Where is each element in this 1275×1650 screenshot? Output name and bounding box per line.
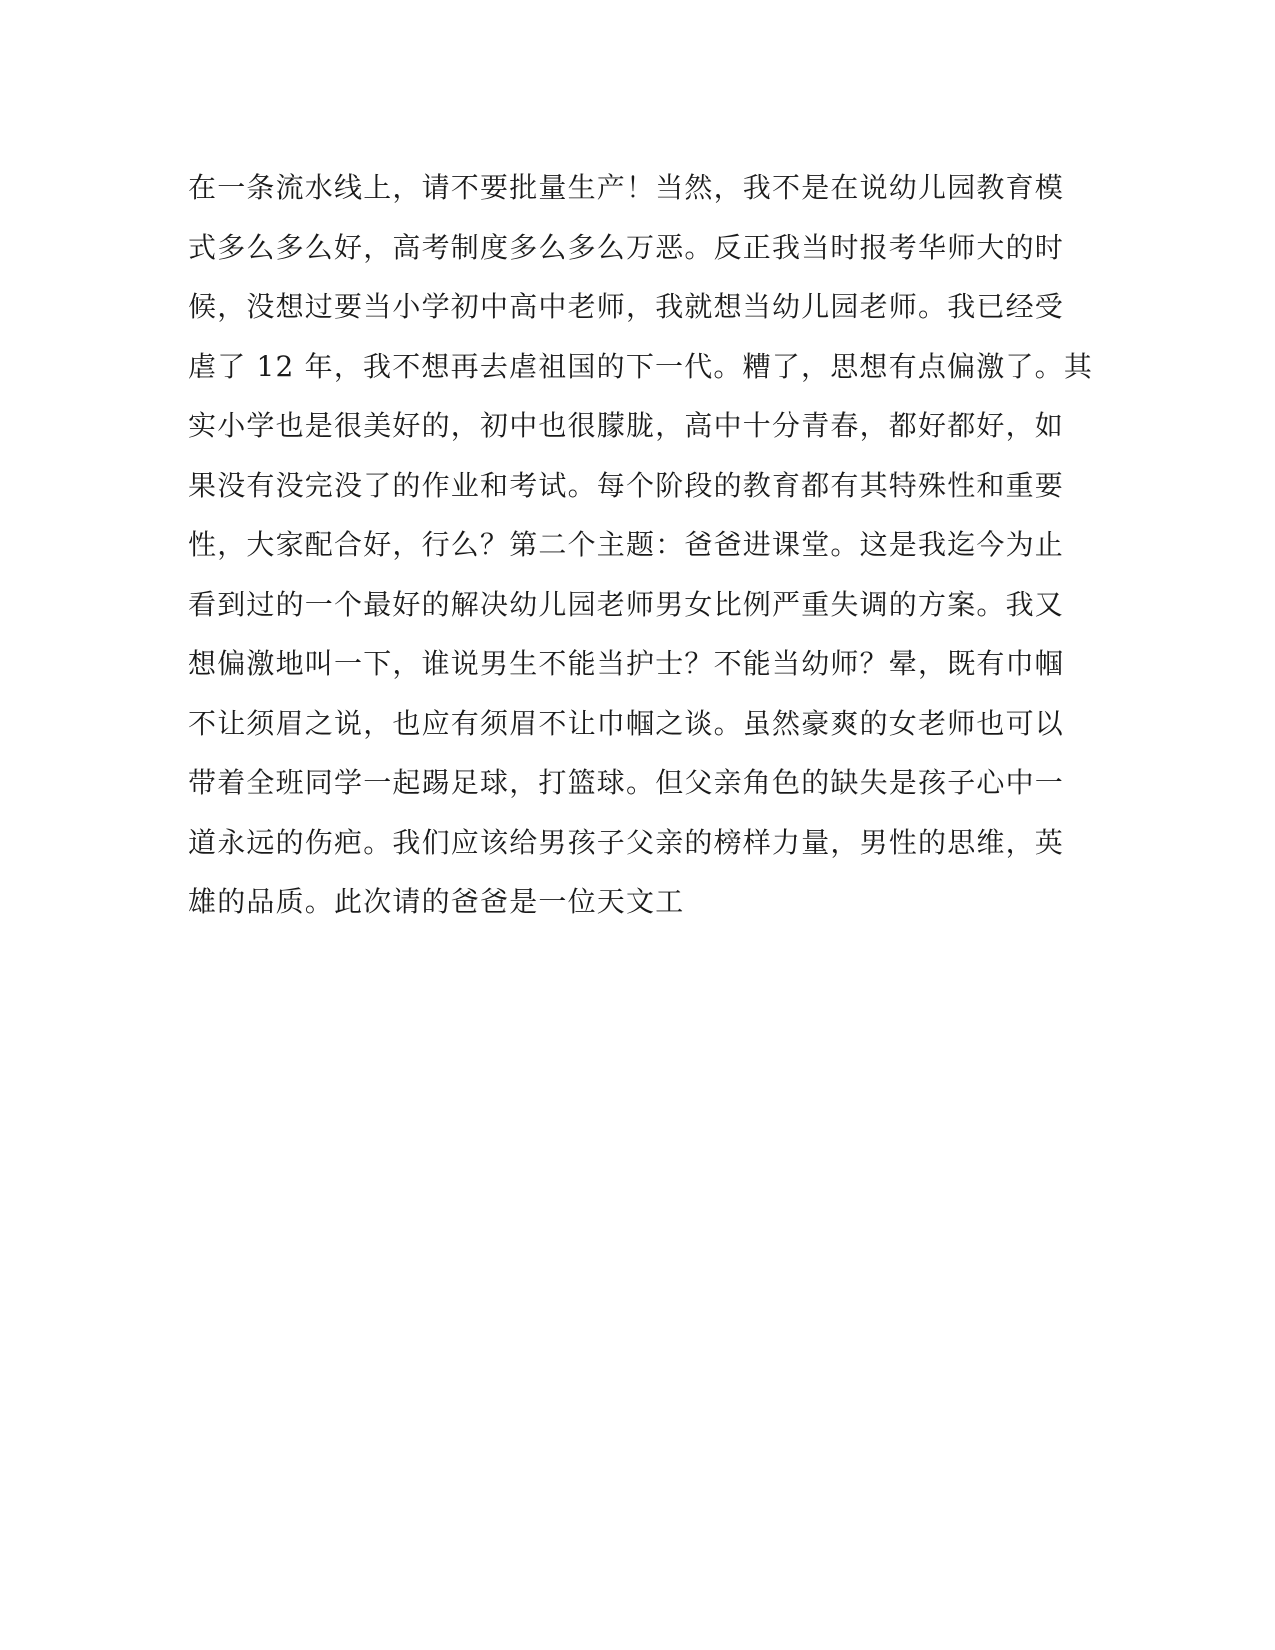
text-line: 虐了 12 年，我不想再去虐祖国的下一代。糟了，思想有点偏激了。其 <box>188 349 1094 383</box>
text-line: 式多么多么好，高考制度多么多么万恶。反正我当时报考华师大的时 <box>188 230 1065 264</box>
text-line: 不让须眉之说，也应有须眉不让巾帼之谈。虽然豪爽的女老师也可以 <box>188 706 1065 740</box>
body-paragraph <box>188 158 1094 932</box>
text-line: 想偏激地叫一下，谁说男生不能当护士？不能当幼师？晕，既有巾帼 <box>188 647 1065 680</box>
text-line: 道永远的伤疤。我们应该给男孩子父亲的榜样力量，男性的思维，英 <box>188 825 1065 859</box>
text-line: 性，大家配合好，行么？第二个主题：爸爸进课堂。这是我迄今为止 <box>188 528 1065 561</box>
text-line: 实小学也是很美好的，初中也很朦胧，高中十分青春，都好都好，如 <box>188 409 1065 442</box>
text-line: 看到过的一个最好的解决幼儿园老师男女比例严重失调的方案。我又 <box>188 587 1065 621</box>
text-line: 在一条流水线上，请不要批量生产！当然，我不是在说幼儿园教育模 <box>188 171 1065 204</box>
text-line: 候，没想过要当小学初中高中老师，我就想当幼儿园老师。我已经受 <box>188 290 1065 323</box>
text-line: 带着全班同学一起踢足球，打篮球。但父亲角色的缺失是孩子心中一 <box>188 766 1065 799</box>
text-line: 雄的品质。此次请的爸爸是一位天文工 <box>188 885 685 918</box>
text-line: 果没有没完没了的作业和考试。每个阶段的教育都有其特殊性和重要 <box>188 468 1065 502</box>
